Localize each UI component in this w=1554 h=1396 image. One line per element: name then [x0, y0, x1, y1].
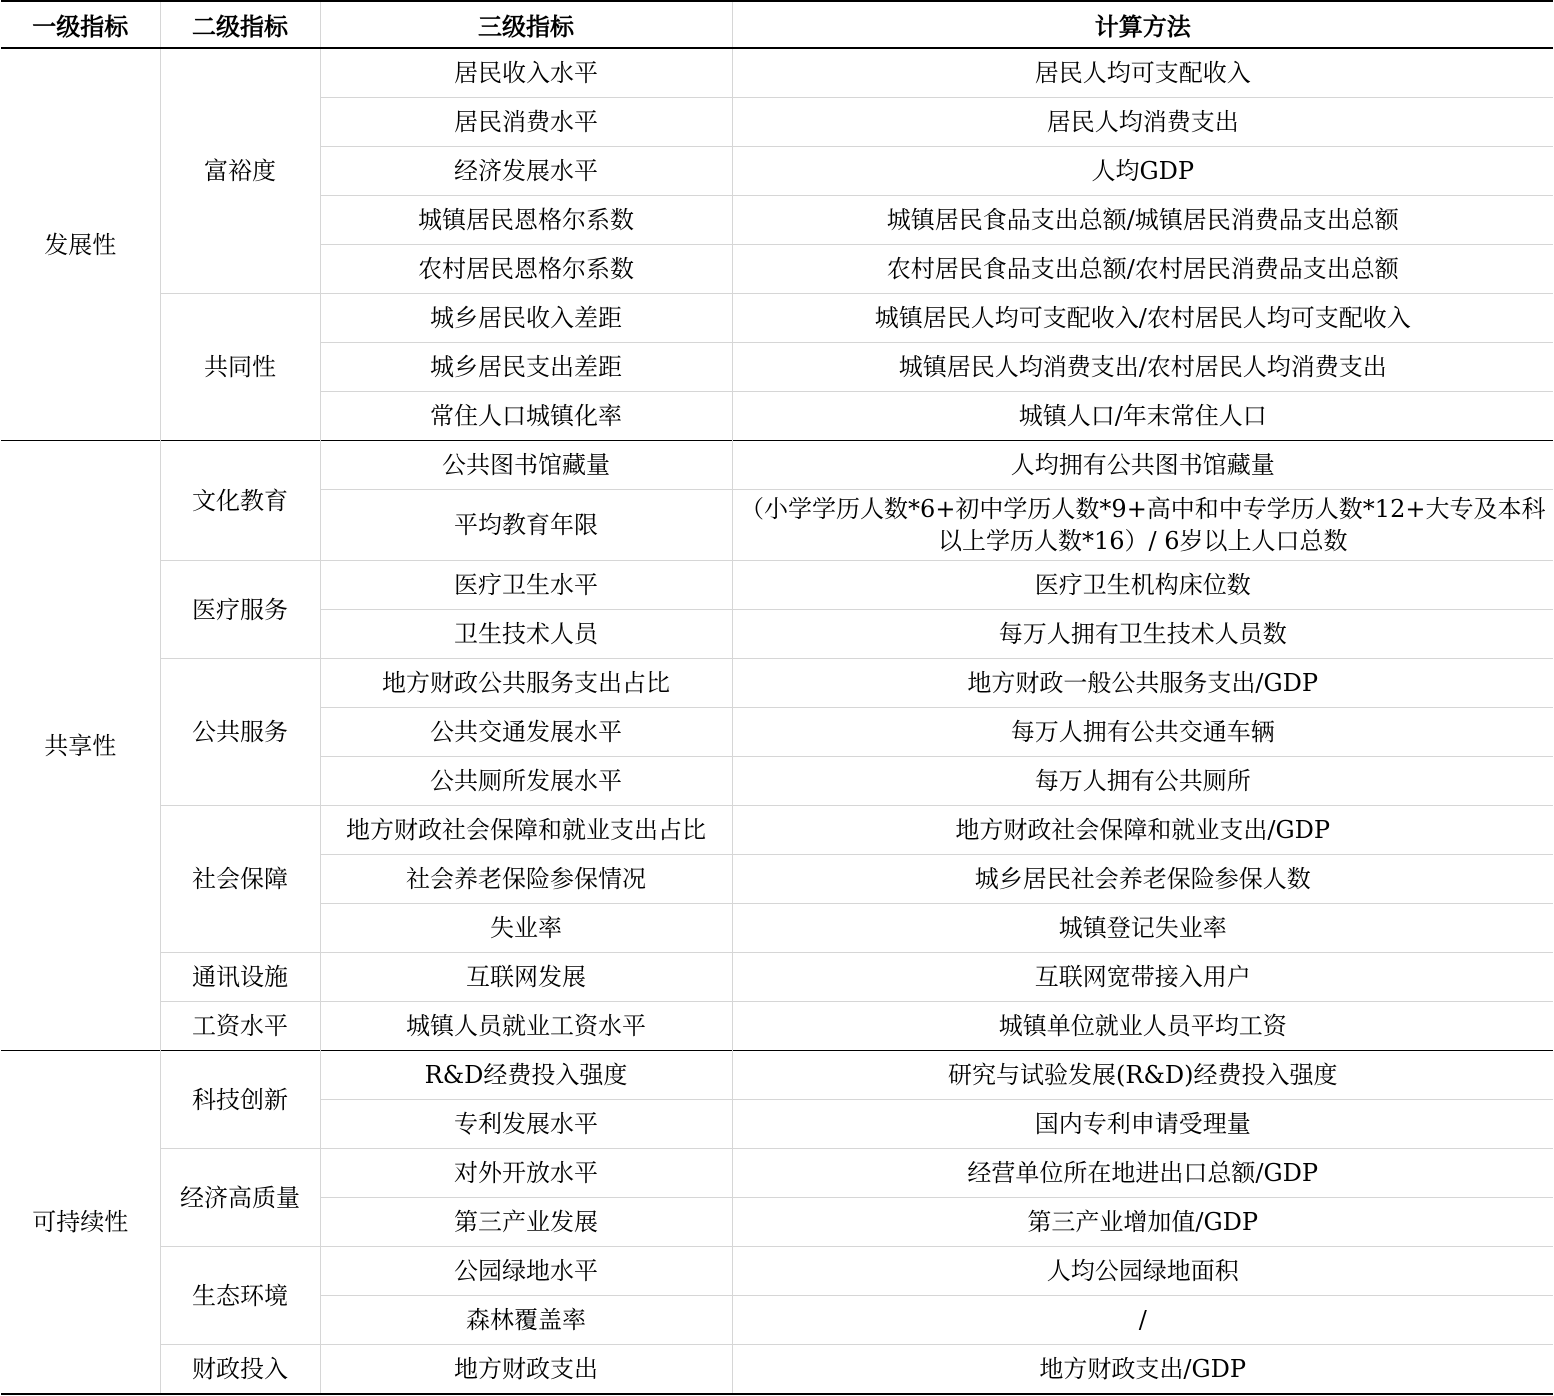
table-row [1, 1051, 1553, 1100]
calculation-method: 经营单位所在地进出口总额/GDP [732, 1149, 1553, 1198]
level2-indicator: 共同性 [160, 294, 320, 441]
calculation-method: 人均公园绿地面积 [732, 1247, 1553, 1296]
level3-indicator: 社会养老保险参保情况 [320, 855, 732, 904]
level3-indicator: 第三产业发展 [320, 1198, 732, 1247]
calculation-method: 城镇居民食品支出总额/城镇居民消费品支出总额 [732, 196, 1553, 245]
calculation-method: 地方财政社会保障和就业支出/GDP [732, 806, 1553, 855]
level2-indicator: 通讯设施 [160, 953, 320, 1002]
level2-indicator: 公共服务 [160, 659, 320, 806]
level1-indicator: 发展性 [44, 230, 117, 259]
level2-indicator: 经济高质量 [160, 1149, 320, 1247]
header-level1: 一级指标 [1, 1, 160, 48]
calculation-method: 医疗卫生机构床位数 [732, 561, 1553, 610]
level3-indicator: 公共交通发展水平 [320, 708, 732, 757]
calculation-method: （小学学历人数*6+初中学历人数*9+高中和中专学历人数*12+大专及本科以上学历人数*16）/ 6岁以上人口总数 [732, 490, 1553, 561]
level2-indicator: 医疗服务 [160, 561, 320, 659]
level3-indicator: 地方财政社会保障和就业支出占比 [320, 806, 732, 855]
table-row [1, 441, 1553, 490]
level3-indicator: 城乡居民收入差距 [320, 294, 732, 343]
table-row [1, 294, 1553, 343]
calculation-method: 互联网宽带接入用户 [732, 953, 1553, 1002]
level1-indicator: 可持续性 [1, 1051, 160, 1395]
level2-indicator: 工资水平 [160, 1002, 320, 1051]
calculation-method: 地方财政一般公共服务支出/GDP [732, 659, 1553, 708]
level3-indicator: 城乡居民支出差距 [320, 343, 732, 392]
calculation-method: 城镇人口/年末常住人口 [732, 392, 1553, 441]
calculation-method: 居民人均消费支出 [732, 98, 1553, 147]
level2-indicator: 文化教育 [160, 441, 320, 561]
header-level3: 三级指标 [320, 1, 732, 48]
header-row [1, 1, 1553, 48]
level3-indicator: 城镇人员就业工资水平 [320, 1002, 732, 1051]
level3-indicator: 互联网发展 [320, 953, 732, 1002]
level1-indicator: 共享性 [1, 441, 160, 1051]
table-body [1, 48, 1553, 1394]
level3-indicator: 地方财政公共服务支出占比 [320, 659, 732, 708]
calculation-method: 第三产业增加值/GDP [732, 1198, 1553, 1247]
level3-indicator: 医疗卫生水平 [320, 561, 732, 610]
level3-indicator: 失业率 [320, 904, 732, 953]
calculation-method: 国内专利申请受理量 [732, 1100, 1553, 1149]
level3-indicator: 城镇居民恩格尔系数 [320, 196, 732, 245]
level3-indicator: 公园绿地水平 [320, 1247, 732, 1296]
calculation-method: 城镇单位就业人员平均工资 [732, 1002, 1553, 1051]
table-row [1, 806, 1553, 855]
header-method: 计算方法 [732, 1, 1553, 48]
level3-indicator: 平均教育年限 [320, 490, 732, 561]
table-row [1, 1149, 1553, 1198]
table-row [1, 48, 1553, 98]
header-level2: 二级指标 [160, 1, 320, 48]
calculation-method: 城镇登记失业率 [732, 904, 1553, 953]
table-row [1, 659, 1553, 708]
calculation-method: 人均拥有公共图书馆藏量 [732, 441, 1553, 490]
level3-indicator: 专利发展水平 [320, 1100, 732, 1149]
level3-indicator: 居民收入水平 [320, 48, 732, 98]
level2-indicator: 科技创新 [160, 1051, 320, 1149]
level3-indicator: 卫生技术人员 [320, 610, 732, 659]
level3-indicator: R&D经费投入强度 [320, 1051, 732, 1100]
calculation-method: / [732, 1296, 1553, 1345]
indicator-table [1, 0, 1553, 1395]
level2-indicator: 生态环境 [160, 1247, 320, 1345]
calculation-method: 城乡居民社会养老保险参保人数 [732, 855, 1553, 904]
calculation-method: 农村居民食品支出总额/农村居民消费品支出总额 [732, 245, 1553, 294]
calculation-method: 每万人拥有公共厕所 [732, 757, 1553, 806]
level3-indicator: 公共图书馆藏量 [320, 441, 732, 490]
calculation-method: 城镇居民人均可支配收入/农村居民人均可支配收入 [732, 294, 1553, 343]
level3-indicator: 公共厕所发展水平 [320, 757, 732, 806]
calculation-method: 居民人均可支配收入 [732, 48, 1553, 98]
calculation-method: 城镇居民人均消费支出/农村居民人均消费支出 [732, 343, 1553, 392]
calculation-method: 每万人拥有公共交通车辆 [732, 708, 1553, 757]
level3-indicator: 森林覆盖率 [320, 1296, 732, 1345]
level3-indicator: 农村居民恩格尔系数 [320, 245, 732, 294]
calculation-method: 每万人拥有卫生技术人员数 [732, 610, 1553, 659]
calculation-method: 研究与试验发展(R&D)经费投入强度 [732, 1051, 1553, 1100]
table-row [1, 1247, 1553, 1296]
table-row [1, 1002, 1553, 1051]
table-row [1, 1345, 1553, 1395]
calculation-method: 人均GDP [732, 147, 1553, 196]
level2-indicator: 富裕度 [160, 48, 320, 294]
table-row [1, 953, 1553, 1002]
level3-indicator: 对外开放水平 [320, 1149, 732, 1198]
calculation-method: 地方财政支出/GDP [732, 1345, 1553, 1395]
level3-indicator: 经济发展水平 [320, 147, 732, 196]
level3-indicator: 常住人口城镇化率 [320, 392, 732, 441]
level2-indicator: 社会保障 [160, 806, 320, 953]
level3-indicator: 居民消费水平 [320, 98, 732, 147]
level3-indicator: 地方财政支出 [320, 1345, 732, 1395]
level2-indicator: 财政投入 [160, 1345, 320, 1395]
table-row [1, 561, 1553, 610]
